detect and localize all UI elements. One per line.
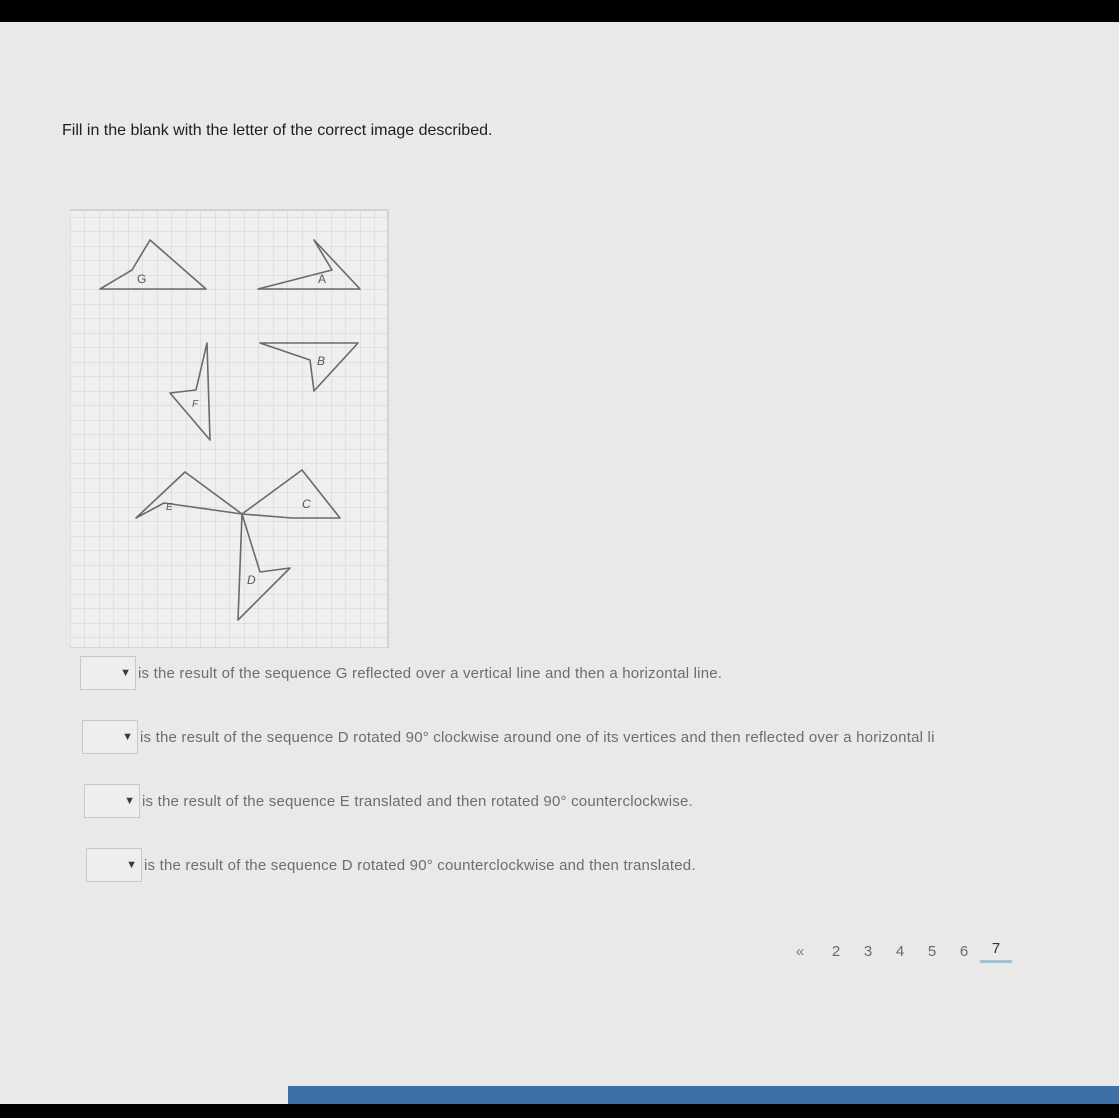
label-f: F (192, 399, 199, 410)
page-button[interactable]: 2 (831, 943, 841, 960)
page-button[interactable]: 6 (959, 943, 969, 960)
previous-page-button[interactable]: « (795, 943, 805, 960)
page-button[interactable]: 5 (927, 943, 937, 960)
chevron-down-icon: ▼ (124, 795, 135, 807)
screen (0, 22, 1119, 1104)
answer-dropdown-2[interactable] (82, 720, 138, 754)
label-a: A (318, 272, 327, 286)
question-text-2: is the result of the sequence D rotated 90° clockwise around one of its vertices and then reflected over a horizontal li (140, 728, 935, 746)
chevron-down-icon: ▼ (126, 859, 137, 871)
question-text-1: is the result of the sequence G reflected over a vertical line and then a horizontal line. (138, 664, 723, 682)
question-row-1 (80, 656, 722, 690)
page-button[interactable]: 4 (895, 943, 905, 960)
label-d: D (247, 573, 256, 587)
figure-svg (70, 188, 390, 648)
chevron-down-icon: ▼ (120, 667, 131, 679)
taskbar (288, 1086, 1119, 1104)
question-text-3: is the result of the sequence E translated and then rotated 90° counterclockwise. (142, 792, 693, 810)
question-row-2 (82, 720, 935, 754)
answer-dropdown-1[interactable] (80, 656, 136, 690)
answer-dropdown-4[interactable] (86, 848, 142, 882)
question-text-4: is the result of the sequence D rotated 90° counterclockwise and then translated. (144, 856, 696, 874)
question-row-4 (86, 848, 696, 882)
transformations-figure (70, 188, 390, 648)
page-button[interactable]: 3 (863, 943, 873, 960)
label-e: E (166, 502, 173, 513)
label-c: C (302, 497, 311, 511)
page-button-current[interactable]: 7 (980, 940, 1012, 963)
label-b: B (317, 354, 326, 368)
label-g: G (137, 272, 147, 286)
instructions-text: Fill in the blank with the letter of the correct image described. (62, 122, 493, 139)
question-row-3 (84, 784, 693, 818)
grid-lines (70, 210, 388, 648)
chevron-down-icon: ▼ (122, 731, 133, 743)
answer-dropdown-3[interactable] (84, 784, 140, 818)
pagination (780, 940, 1012, 963)
